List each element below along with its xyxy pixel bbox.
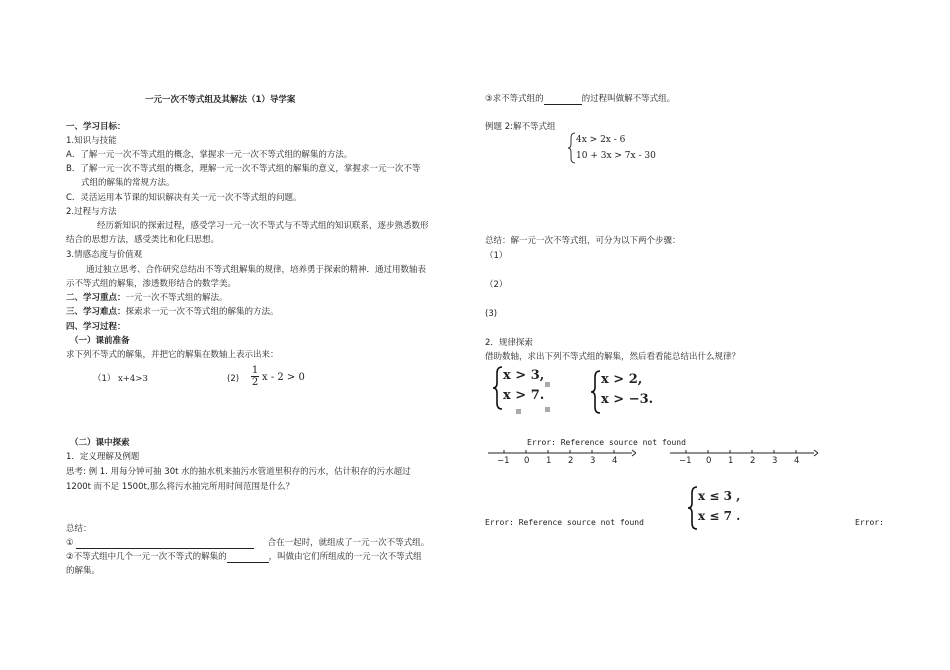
summary-item1-text: 合在一起时，就组成了一元一次不等式组。	[267, 538, 430, 548]
steps-intro: 总结：解一元一次不等式组，可分为以下两个步骤：	[485, 236, 681, 246]
tick-label: 4	[612, 456, 618, 466]
system-c-eq1: x ≤ 3 ,	[698, 489, 741, 503]
summary-item3-text-cont: 的过程叫做解不等式组。	[581, 94, 676, 104]
key-point-label: 二、学习重点：	[66, 293, 126, 303]
section-goals-heading: 一、学习目标：	[66, 122, 126, 132]
example2-eq1: 4x > 2x - 6	[576, 135, 626, 145]
page-title: 一元一次不等式组及其解法（1）导学案	[145, 95, 296, 105]
system-b-eq1: x > 2,	[601, 372, 643, 387]
attitude-text-line1: 通过独立思考、合作研究总结出不等式组解集的规律，培养勇于探索的精神．通过用数轴表	[86, 265, 427, 275]
prep-heading: （一）课前准备	[70, 336, 130, 346]
attitude-text-line2: 示不等式组的解集，渗透数形结合的数学美。	[66, 279, 237, 289]
class-explore-heading: （二）课中探索	[70, 438, 130, 448]
summary-item2-text-cont: ，叫做由它们所组成的一元一次不等式组	[268, 552, 422, 562]
error-reference-2: Error: Reference source not found	[485, 518, 644, 527]
goal-b-text-line1: B．了解一元一次不等式组的概念，理解一元一次不等式组的解集的意义，掌握求一元一次不等	[66, 164, 421, 174]
fill-blank-2[interactable]	[227, 553, 269, 563]
summary-item1-marker: ①	[66, 538, 74, 548]
system-a-eq2: x > 7.	[503, 388, 545, 403]
goals-knowledge-heading: 1.知识与技能	[66, 136, 117, 146]
goal-b-text-line2: 式组的解集的常规方法。	[81, 178, 175, 188]
placeholder-marker	[516, 409, 521, 414]
left-brace-icon	[568, 132, 576, 164]
left-brace-icon	[493, 366, 503, 410]
tick-label: 2	[750, 456, 756, 466]
fill-blank-3[interactable]	[544, 95, 582, 105]
tick-label: 2	[568, 456, 574, 466]
error-reference-1: Error: Reference source not found	[527, 438, 686, 447]
prep-q2-fraction	[251, 365, 259, 388]
tick-label: 0	[706, 456, 712, 466]
rule-heading: 2．规律探索	[485, 338, 533, 348]
tick-label: −1	[679, 456, 692, 466]
system-b	[591, 370, 661, 414]
tick-label: 1	[728, 456, 734, 466]
placeholder-marker	[545, 407, 550, 412]
goals-attitude-heading: 3.情感态度与价值观	[66, 250, 143, 260]
difficulty-label: 三、学习难点：	[66, 307, 126, 317]
example2-system	[568, 132, 668, 164]
fill-blank-1[interactable]	[76, 539, 254, 549]
fraction-numerator: 1	[251, 365, 259, 376]
example1-line1: 思考: 例 1. 用每分钟可抽 30t 水的抽水机来抽污水管道里积存的污水，估计积存的污水超过	[66, 467, 411, 477]
left-brace-icon	[688, 486, 698, 530]
tick-label: 1	[546, 456, 552, 466]
section-process-heading: 四、学习过程：	[66, 322, 126, 332]
tick-label: 3	[772, 456, 778, 466]
key-point-row	[66, 293, 228, 304]
summary-item2	[66, 552, 422, 563]
tick-label: 0	[524, 456, 530, 466]
fraction-denominator: 2	[251, 377, 259, 388]
summary-item1	[66, 538, 429, 549]
summary-label: 总结：	[66, 524, 92, 534]
summary-item3	[485, 94, 675, 105]
example1-line2: 1200t 而不足 1500t,那么将污水抽完所用时间范围是什么？	[66, 482, 295, 492]
system-a	[493, 366, 553, 410]
step-2: （2）	[485, 280, 508, 290]
summary-item2-line2: 的解集。	[66, 566, 101, 576]
rule-instruction: 借助数轴，求出下列不等式组的解集，然后看看能总结出什么规律？	[485, 352, 741, 362]
prep-instruction: 求下列不等式的解集，并把它的解集在数轴上表示出来：	[66, 350, 279, 360]
tick-label: −1	[497, 456, 510, 466]
goal-a-text: A．了解一元一次不等式组的概念，掌握求一元一次不等式组的解集的方法。	[66, 150, 353, 160]
prep-q2-number: (2)	[227, 374, 240, 384]
left-brace-icon	[591, 370, 601, 414]
difficulty-row	[66, 307, 279, 318]
definition-heading: 1．定义理解及例题	[66, 452, 140, 462]
tick-label: 4	[794, 456, 800, 466]
goals-process-heading: 2.过程与方法	[66, 207, 117, 217]
tick-label: 3	[590, 456, 596, 466]
system-c	[688, 486, 758, 530]
example2-label: 例题 2:解不等式组	[485, 122, 556, 132]
system-a-eq1: x > 3,	[503, 368, 545, 383]
prep-q1-number: （1）	[93, 374, 116, 384]
step-1: （1）	[485, 251, 508, 261]
system-c-eq2: x ≤ 7 .	[698, 509, 741, 523]
key-point-text: 一元一次不等式组的解法。	[125, 293, 228, 303]
error-reference-3: Error:	[855, 518, 884, 527]
goal-c-text: C．灵活运用本节课的知识解决有关一元一次不等式组的问题。	[66, 193, 302, 203]
process-text-line2: 结合的思想方法，感受类比和化归思想。	[66, 235, 220, 245]
difficulty-text: 探索求一元一次不等式组的解集的方法。	[125, 307, 279, 317]
system-b-eq2: x > −3.	[601, 392, 654, 407]
step-3: (3)	[485, 309, 498, 319]
prep-q1-expression: x+4>3	[118, 374, 148, 384]
summary-item2-text: ②不等式组中几个一元一次不等式的解集的	[66, 552, 227, 562]
prep-q2-expression: x - 2 > 0	[262, 372, 305, 383]
summary-item3-text: ③求不等式组的	[485, 94, 544, 104]
example2-eq2: 10 + 3x > 7x - 30	[576, 151, 656, 161]
placeholder-marker	[545, 382, 550, 387]
process-text-line1: 经历新知识的探索过程，感受学习一元一次不等式与不等式组的知识联系，逐步熟悉数形	[97, 221, 429, 231]
